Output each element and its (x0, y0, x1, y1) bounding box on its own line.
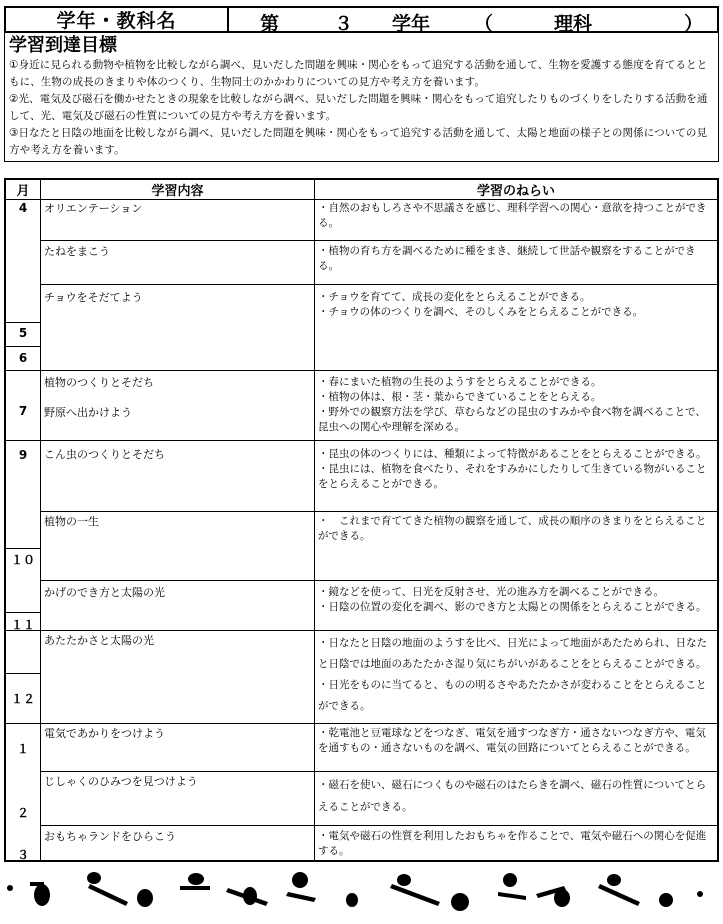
year-plan-table (4, 178, 719, 862)
month-divider (6, 612, 40, 613)
lesson-title: 植物の一生 (44, 515, 99, 528)
lesson-aim (318, 375, 716, 435)
row-divider (41, 580, 717, 581)
lesson-title: オリエンテーション (44, 202, 143, 215)
lesson-aim (318, 201, 716, 231)
month-label: １０ (10, 553, 35, 567)
lesson-title: こん虫のつくりとそだち (44, 448, 165, 461)
row-divider (41, 511, 717, 512)
aim-text: ・自然のおもしろさや不思議さを感じ、理科学習への関心・意欲を持つことができる。 (318, 202, 707, 229)
grade-dai: 第 (260, 13, 280, 35)
grade-number: ３ (334, 13, 354, 35)
paren-close: ） (684, 13, 704, 35)
lesson-title: かげのでき方と太陽の光 (44, 586, 165, 599)
lesson-title: 植物のつくりとそだち (44, 376, 154, 389)
lesson-aim (318, 633, 716, 717)
lesson-aim (318, 290, 716, 320)
goals-title: 学習到達目標 (9, 35, 117, 56)
learning-goals (4, 33, 719, 162)
aim-text: ・チョウの体のつくりを調べ、そのしくみをとらえることができる。 (318, 306, 644, 318)
aim-text: ・植物の育ち方を調べるために種をまき、継続して世話や観察をすることができる。 (318, 245, 696, 272)
month-divider (6, 322, 40, 323)
lesson-aim (318, 829, 716, 859)
lesson-title: 電気であかりをつけよう (44, 727, 165, 740)
row-divider (41, 240, 717, 241)
aim-text: ・植物の体は、根・茎・葉からできていることをとらえる。 (318, 391, 602, 403)
header-month: 月 (16, 184, 30, 199)
lesson-aim (318, 774, 716, 818)
lesson-title: あたたかさと太陽の光 (44, 634, 154, 647)
grade-gakunen: 学年 (392, 13, 431, 35)
aim-text: ・昆虫には、植物を食べたり、それをすみかにしたりして生きている物がいることをとらえることができる。 (318, 463, 707, 490)
month-label: 7 (18, 404, 28, 418)
goal-item: ③日なたと日陰の地面を比較しながら調べ、見いだした問題を興味・関心をもって追究する活動を通して、太陽と地面の様子との関係についての見方や考え方を養います。 (9, 127, 708, 156)
lesson-title: おもちゃランドをひらこう (44, 830, 176, 843)
month-label: １１ (10, 618, 35, 632)
column-divider (40, 180, 41, 860)
month-label: ３ (16, 848, 29, 862)
month-label: １２ (10, 692, 35, 706)
lesson-aim (318, 585, 716, 615)
lesson-title: たねをまこう (44, 245, 110, 258)
aim-text: ・ これまで育ててきた植物の観察を通して、成長の順序のきまりをとらえることができる。 (318, 515, 707, 542)
goal-item: ①身近に見られる動物や植物を比較しながら調べ、見いだした問題を興味・関心をもって追究する活動を通して、生物を愛護する態度を育てるとともに、生物の成長のきまりや体のつくり、生物同士のかかわりについての見方や考え方を養います。 (9, 59, 708, 88)
aim-text: ・日なたと日陰の地面のようすを比べ、日光によって地面があたためられ、日なたと日陰では地面のあたたかさ湿り気にちがいがあることをとらえることができる。 (318, 637, 708, 670)
aim-text: ・乾電池と豆電球などをつなぎ、電気を通すつなぎ方・通さないつなぎ方や、電気を通すもの・通さないものを調べ、電気の回路についてとらえることができる。 (318, 727, 706, 754)
subject-label: 学年・教科名 (6, 8, 229, 31)
lesson-title: じしゃくのひみつを見つけよう (44, 775, 198, 788)
month-label: 4 (18, 201, 28, 215)
aim-text: ・チョウを育てて、成長の変化をとらえることができる。 (318, 291, 591, 303)
month-label: 6 (18, 351, 28, 365)
lesson-aim (318, 447, 716, 492)
aim-text: ・磁石を使い、磁石につくものや磁石のはたらきを調べ、磁石の性質についてとらえることができる。 (318, 779, 707, 813)
lesson-aim (318, 514, 716, 544)
header-aim: 学習のねらい (476, 184, 555, 199)
aim-text: ・昆虫の体のつくりには、種類によって特徴があることをとらえることができる。 (318, 448, 707, 460)
aim-text: ・電気や磁石の性質を利用したおもちゃを作ることで、電気や磁石への関心を促進する。 (318, 830, 707, 857)
row-divider (6, 370, 717, 371)
subject-name: 理科 (554, 13, 593, 35)
month-divider (6, 673, 40, 674)
page-header (4, 6, 719, 33)
aim-text: ・春にまいた植物の生長のようすをとらえることができる。 (318, 376, 602, 388)
month-divider (6, 548, 40, 549)
month-label: 9 (18, 448, 28, 462)
row-divider (41, 771, 717, 772)
grade-subject-cell (229, 8, 717, 35)
goal-item: ②光、電気及び磁石を働かせたときの現象を比較しながら調べ、見いだした問題を興味・関心をもって追究したりものづくりをしたりする活動を通して、光、電気及び磁石の性質についての見方や考え方を養います。 (9, 93, 708, 122)
header-content: 学習内容 (151, 184, 204, 199)
row-divider (6, 723, 717, 724)
header-divider (6, 199, 717, 200)
month-label: 5 (18, 326, 28, 340)
month-label: １ (16, 742, 29, 756)
row-divider (6, 630, 717, 631)
footprints-icon (0, 862, 723, 924)
row-divider (6, 440, 717, 441)
paren-open: （ (474, 13, 494, 35)
aim-text: ・日陰の位置の変化を調べ、影のでき方と太陽との関係をとらえることができる。 (318, 601, 707, 613)
month-label: ２ (16, 806, 29, 820)
lesson-title: チョウをそだてよう (44, 291, 143, 304)
aim-text: ・鏡などを使って、日光を反射させ、光の進み方を調べることができる。 (318, 586, 664, 598)
lesson-aim (318, 726, 716, 756)
aim-text: ・野外での観察方法を学び、草むらなどの昆虫のすみかや食べ物を調べることで、昆虫への関心や理解を深める。 (318, 406, 706, 433)
row-divider (41, 284, 717, 285)
aim-text: ・日光をものに当てると、ものの明るさやあたたかさが変わることをとらえることができる。 (318, 679, 707, 712)
month-divider (6, 346, 40, 347)
lesson-title: 野原へ出かけよう (44, 406, 132, 419)
row-divider (41, 825, 717, 826)
column-divider (314, 180, 315, 860)
lesson-aim (318, 244, 716, 274)
